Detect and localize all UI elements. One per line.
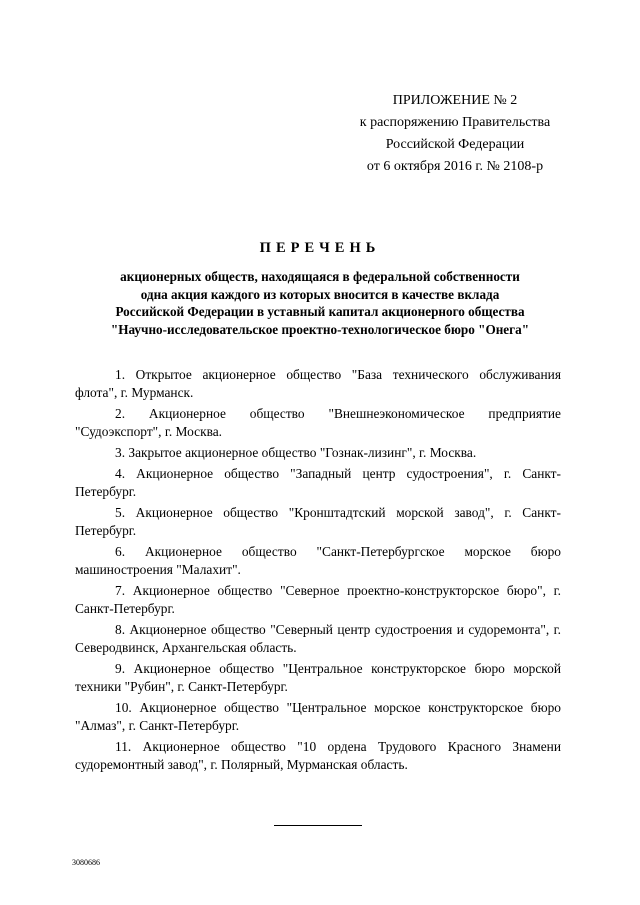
document-code: 3080686	[72, 858, 100, 867]
annex-header	[340, 90, 570, 178]
subtitle-line: одна акция каждого из которых вносится в качестве вклада	[140, 286, 500, 302]
subtitle-line: "Научно-исследовательское проектно-технологическое бюро "Онега"	[110, 321, 530, 337]
list-item: 2. Акционерное общество "Внешнеэкономическое предприятие "Судоэкспорт", г. Москва.	[75, 406, 561, 439]
list-item: 8. Акционерное общество "Северный центр судостроения и судоремонта", г. Северодвинск, Архангельская область.	[75, 622, 561, 655]
annex-decree-ref: к распоряжению Правительства	[359, 115, 551, 130]
list-item: 7. Акционерное общество "Северное проектно-конструкторское бюро", г. Санкт-Петербург.	[75, 583, 561, 616]
annex-country: Российской Федерации	[385, 137, 525, 152]
page-title: ПЕРЕЧЕНЬ	[259, 240, 381, 256]
annex-date: от 6 октября 2016 г. № 2108-р	[366, 159, 544, 174]
list-item: 6. Акционерное общество "Санкт-Петербургское морское бюро машиностроения "Малахит".	[75, 544, 561, 577]
company-list	[75, 366, 561, 777]
list-item: 5. Акционерное общество "Кронштадтский морской завод", г. Санкт-Петербург.	[75, 505, 561, 538]
subtitle-line: акционерных обществ, находящаяся в федеральной собственности	[120, 269, 520, 284]
subtitle-line: Российской Федерации в уставный капитал акционерного общества	[115, 304, 525, 319]
page-subtitle	[60, 268, 580, 338]
list-item: 1. Открытое акционерное общество "База технического обслуживания флота", г. Мурманск.	[75, 367, 561, 400]
footer-divider	[274, 825, 362, 826]
list-item: 10. Акционерное общество "Центральное морское конструкторское бюро "Алмаз", г. Санкт-Петербург.	[75, 700, 561, 733]
annex-number: ПРИЛОЖЕНИЕ № 2	[392, 93, 518, 108]
list-item: 11. Акционерное общество "10 ордена Трудового Красного Знамени судоремонтный завод", г. Полярный, Мурманская область.	[75, 739, 561, 772]
list-item: 3. Закрытое акционерное общество "Гознак-лизинг", г. Москва.	[115, 445, 477, 460]
list-item: 4. Акционерное общество "Западный центр судостроения", г. Санкт-Петербург.	[75, 466, 561, 499]
list-item: 9. Акционерное общество "Центральное конструкторское бюро морской техники "Рубин", г. Санкт-Петербург.	[75, 661, 561, 694]
